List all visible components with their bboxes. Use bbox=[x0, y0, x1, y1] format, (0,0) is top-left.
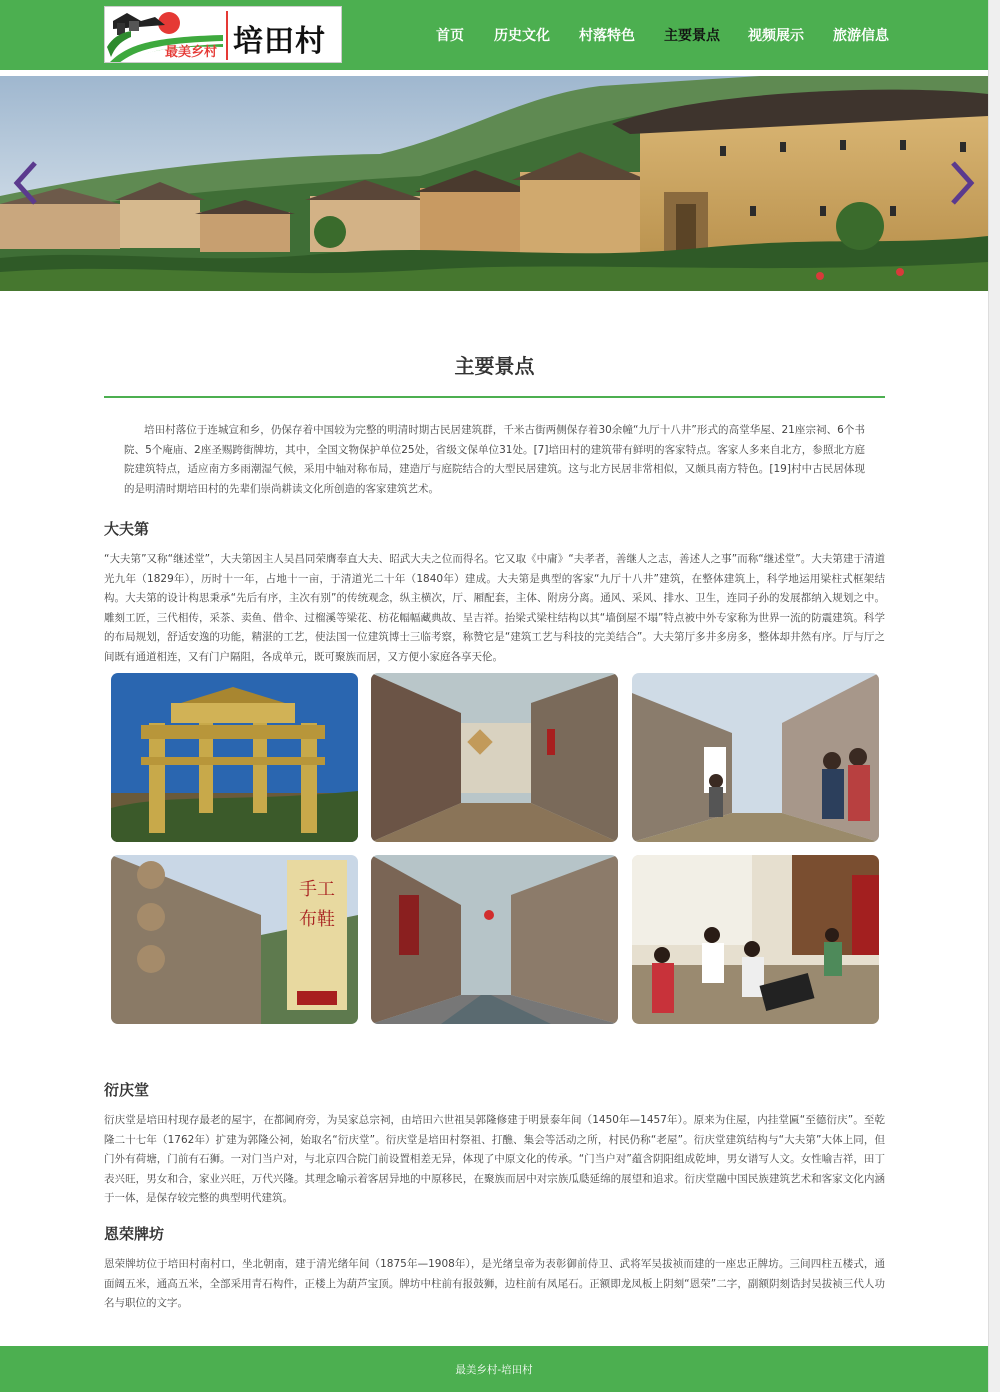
canal-lane-photo bbox=[371, 855, 618, 1024]
site-footer bbox=[0, 1346, 988, 1392]
footer-text: 最美乡村-培田村 bbox=[455, 1364, 533, 1376]
village-panorama-image bbox=[0, 76, 988, 291]
section-heading-enrong-archway: 恩荣牌坊 bbox=[104, 1225, 165, 1243]
section-text-dafudi: “大夫第”又称“继述堂”，大夫第因主人吴昌同荣膺奉直大夫、昭武大夫之位而得名。它又取《中庸》“夫孝者，善继人之志，善述人之事”而称“继述堂”。大夫第建于清道光九年（1829年），历时十一年，占地十一亩，于清道光二十年（1840年）建成。大夫第是典型的客家“九厅十八井”建筑，在整体建筑上，科学地运用梁柱式框架结构。大夫第的设计构思秉承“先后有序，主次有别”的传统观念，纵主横次，厅、厢配套，主体、附房分离。通风、采风、排水、卫生，连同子孙的发展都纳入规划之中。雕刻工匠，三代相传，采茶、卖鱼、借伞、过榴溪等梁花、枋花幅幅藏典故、呈吉祥。抬梁式梁柱结构以其“墙倒屋不塌”特点被中外专家称为世界一流的防震建筑。科学的布局规划，舒适安逸的功能，精湛的工艺，使法国一位建筑博士三临考察，称赞它是“建筑工艺与科技的完美结合”。大夫第厅多井多房多，整体却井然有序。厅与厅之间既有通道相连，又有门户隔阻，各成单元，既可聚族而居，又方便小家庭各享天伦。 bbox=[104, 553, 885, 663]
section-text-enrong-archway: 恩荣牌坊位于培田村南村口，坐北朝南，建于清光绪年间（1875年—1908年），是光绪皇帝为表彰御前侍卫、武将军吴拔祯而建的一座忠正牌坊。三间四柱五楼式，通面阔五米，通高五米，全部采用青石构件，正楼上为葫芦宝顶。牌坊中柱前有报鼓狮，边柱前有凤尾石。正额即龙凤板上阴刻“恩荣”二字，副额阴刻诰封吴拔祯三代人功名与职位的文字。 bbox=[104, 1258, 885, 1309]
banner-next-arrow-icon[interactable] bbox=[949, 160, 977, 206]
vertical-scrollbar[interactable] bbox=[988, 0, 1000, 1392]
logo-site-name: 培田村 bbox=[233, 24, 326, 59]
old-wall-lanterns-photo bbox=[111, 855, 358, 1024]
nav-item-history[interactable]: 历史文化 bbox=[494, 28, 550, 44]
hero-banner bbox=[0, 76, 988, 291]
music-performance-photo bbox=[632, 855, 879, 1024]
section-heading-dafudi: 大夫第 bbox=[104, 520, 150, 538]
nav-item-features[interactable]: 村落特色 bbox=[579, 28, 635, 44]
site-header bbox=[0, 0, 1000, 70]
section-text-yanqingtang: 衍庆堂是培田村现存最老的屋宇，在都阃府旁，为吴家总宗祠，由培田六世祖吴郭隆修建于明景泰年间（1450年—1457年）。原来为住屋，内挂堂匾“至德衍庆”。至乾隆二十七年（1762年）扩建为郭隆公祠，始取名“衍庆堂”。衍庆堂是培田村祭祖、打醮、集会等活动之所，村民仍称“老屋”。衍庆堂建筑结构与“大夫第”大体上同，但门外有荷塘，门前有石狮。一对门当户对，与北京四合院门前设置相差无异，体现了中原文化的传承。“门当户对”蕴含阴阳组成乾坤，男女谱写人文。女性喻吉祥，田丁表兴旺，男女和合，家业兴旺，万代兴隆。其理念喻示着客居异地的中原移民，在聚族而居中对宗族瓜瓞延绵的展望和追求。衍庆堂融中国民族建筑艺术和客家文化内涵于一体，是保存较完整的典型明代建筑。 bbox=[104, 1114, 885, 1204]
tourists-alley-photo bbox=[632, 673, 879, 842]
stone-archway-photo bbox=[111, 673, 358, 842]
page-title: 主要景点 bbox=[454, 354, 535, 378]
section-heading-yanqingtang: 衍庆堂 bbox=[104, 1081, 150, 1099]
intro-paragraph: 培田村落位于连城宣和乡，仍保存着中国较为完整的明清时期古民居建筑群，千米古街两侧保存着30余幢“九厅十八井”形式的高堂华屋、21座宗祠、6个书院、5个庵庙、2座圣赐跨街牌坊，其中，全国文物保护单位25处，省级文保单位31处。[7]培田村的建筑带有鲜明的客家特点。客家人多来自北方，参照北方庭院建筑特点，适应南方多雨潮湿气候，采用中轴对称布局，建造厅与庭院结合的大型民居建筑。这与北方民居非常相似，又颇具南方特色。[19]村中古民居体现的是明清时期培田村的先辈们崇尚耕读文化所创造的客家建筑艺术。 bbox=[124, 424, 865, 495]
nav-item-travel-info[interactable]: 旅游信息 bbox=[833, 28, 889, 44]
alley-walls-photo bbox=[371, 673, 618, 842]
nav-item-home[interactable]: 首页 bbox=[436, 28, 464, 44]
title-divider bbox=[104, 396, 885, 398]
nav-item-videos[interactable]: 视频展示 bbox=[748, 28, 804, 44]
logo-badge-text: 最美乡村 bbox=[165, 45, 218, 60]
banner-prev-arrow-icon[interactable] bbox=[11, 160, 39, 206]
gallery-sign-text: 手工 bbox=[299, 879, 335, 900]
svg-text:布鞋: 布鞋 bbox=[299, 909, 335, 930]
nav-item-attractions[interactable]: 主要景点 bbox=[664, 28, 720, 44]
site-logo[interactable] bbox=[104, 6, 342, 63]
logo-divider bbox=[226, 11, 228, 60]
